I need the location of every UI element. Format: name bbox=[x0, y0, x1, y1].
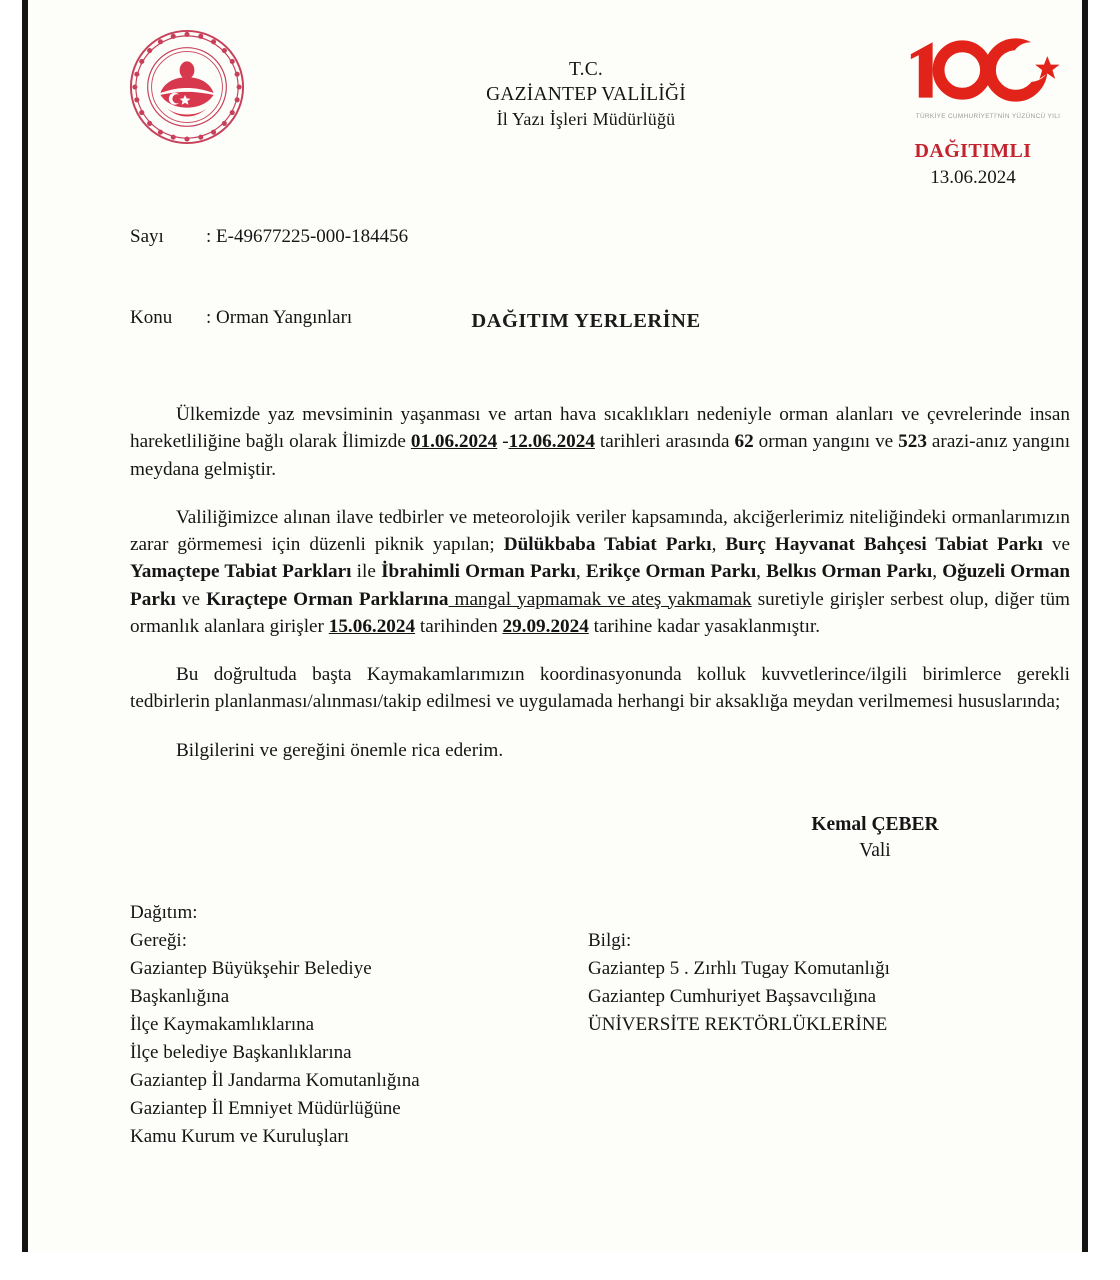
heading-line-department: İl Yazı İşleri Müdürlüğü bbox=[496, 108, 676, 129]
sayi-value: E-49677225-000-184456 bbox=[216, 225, 409, 247]
distribution-required-column bbox=[130, 927, 570, 1152]
document-date: 13.06.2024 bbox=[930, 167, 1016, 188]
signatory-name: Kemal ÇEBER bbox=[811, 813, 939, 835]
list-item: İlçe Kaymakamlıklarına bbox=[130, 1013, 315, 1035]
list-item: ÜNİVERSİTE REKTÖRLÜKLERİNE bbox=[588, 1013, 888, 1035]
paragraph-coordination: Bu doğrultuda başta Kaymakamlarımızın koordinasyonunda kolluk kuvvetlerince/ilgili birimlerce gerekli tedbirlerin planlanması/alınması/takip edilmesi ve uygulamada herhangi bir aksaklığa meydan verilmemesi hususlarında; bbox=[130, 664, 1070, 713]
list-item: Gaziantep Büyükşehir Belediye bbox=[130, 957, 372, 979]
p2-sep-3: ile bbox=[351, 561, 382, 583]
p2-sep-5: , bbox=[756, 561, 767, 583]
park-oguzeli: Oğuzeli Orman Parkı bbox=[130, 561, 1070, 610]
p2-sep-7: ve bbox=[175, 588, 207, 610]
scan-right-margin bbox=[1094, 0, 1120, 1252]
konu-label: Konu bbox=[130, 306, 173, 328]
distribution-info-list bbox=[588, 955, 1068, 1039]
list-item: Kamu Kurum ve Kuruluşları bbox=[130, 1126, 349, 1148]
p2-ban-end-date: 29.09.2024 bbox=[502, 615, 589, 637]
page-content bbox=[56, 0, 1116, 1252]
document-body bbox=[56, 401, 1116, 764]
list-item: İlçe belediye Başkanlıklarına bbox=[130, 1042, 352, 1064]
p1-text-1: Ülkemizde yaz mevsiminin yaşanması ve artan hava sıcaklıkları nedeniyle orman alanları ve çevrelerinde insan hareketliliğine bağlı olarak İlimizde bbox=[130, 404, 1070, 453]
p1-forest-fire-count: 62 bbox=[734, 431, 754, 453]
distribution-required-list bbox=[130, 955, 570, 1152]
heading-line-tc: T.C. bbox=[568, 59, 604, 80]
page-title: DAĞITIM YERLERİNE bbox=[471, 310, 701, 332]
konu-value: Orman Yangınları bbox=[216, 306, 353, 328]
p2-sep-6: , bbox=[932, 561, 943, 583]
distribution-info-column bbox=[588, 927, 1068, 1039]
park-burc-hayvanat: Burç Hayvanat Bahçesi Tabiat Parkı bbox=[725, 534, 1043, 556]
p2-text-3: tarihinden bbox=[415, 615, 503, 637]
p1-date-end: 12.06.2024 bbox=[508, 431, 595, 453]
paragraph-statistics bbox=[130, 401, 1070, 483]
p2-sep-1: , bbox=[711, 534, 726, 556]
distribution-heading: Dağıtım: bbox=[130, 901, 198, 923]
distribution-section bbox=[56, 899, 1116, 1148]
p2-sep-2: ve bbox=[1042, 534, 1070, 556]
p1-dash: - bbox=[497, 431, 509, 453]
p1-text-2: tarihleri arasında bbox=[594, 431, 735, 453]
konu-row: Konu : Orman Yangınları bbox=[130, 306, 353, 328]
park-erikce: Erikçe Orman Parkı bbox=[585, 561, 757, 583]
p1-text-3: orman yangını ve bbox=[753, 431, 899, 453]
centenary-logo-subtitle: TÜRKİYE CUMHURİYETİ'NİN YÜZÜNCÜ YILI bbox=[915, 113, 1061, 120]
p2-text-1: Valiliğimizce alınan ilave tedbirler ve meteorolojik veriler kapsamında, akciğerlerimiz niteliğindeki ormanlarımızın zarar görmemesi için düzenli piknik yapılan; bbox=[130, 506, 1070, 556]
ministry-heading bbox=[386, 58, 786, 131]
park-kiractepe: Kıraçtepe Orman Parklarına bbox=[206, 588, 449, 610]
p2-text-2: suretiyle girişler serbest olup, diğer tüm ormanlık alanlara girişler bbox=[130, 588, 1070, 637]
p2-restriction-clause: mangal yapmamak ve ateş yakmamak bbox=[448, 588, 752, 610]
distribution-and-date bbox=[868, 138, 1078, 191]
p1-text-4: arazi-anız yangını meydana gelmiştir. bbox=[130, 431, 1071, 480]
p1-land-fire-count: 523 bbox=[898, 431, 927, 453]
paragraph-closing: Bilgilerini ve gereğini önemle rica ederim. bbox=[176, 739, 504, 761]
document-page bbox=[22, 0, 1088, 1252]
distribution-required-label: Gereği: bbox=[130, 929, 187, 951]
paragraph-park-restrictions bbox=[130, 504, 1070, 640]
centenary-logo bbox=[898, 32, 1078, 137]
list-item: Gaziantep 5 . Zırhlı Tugay Komutanlığı bbox=[588, 957, 890, 979]
park-dulukbaba: Dülükbaba Tabiat Parkı bbox=[503, 534, 712, 556]
signature-block bbox=[56, 812, 1116, 865]
p2-sep-4: , bbox=[575, 561, 586, 583]
signatory-role: Vali bbox=[859, 840, 891, 862]
list-item: Gaziantep İl Emniyet Müdürlüğüne bbox=[130, 1098, 401, 1120]
list-item: Gaziantep Cumhuriyet Başsavcılığına bbox=[588, 985, 877, 1007]
list-item: Gaziantep İl Jandarma Komutanlığına bbox=[130, 1070, 420, 1092]
park-belkis: Belkıs Orman Parkı bbox=[766, 561, 933, 583]
distribution-info-label: Bilgi: bbox=[588, 929, 632, 951]
heading-line-governorship: GAZİANTEP VALİLİĞİ bbox=[486, 83, 686, 105]
sayi-row: Sayı : E-49677225-000-184456 bbox=[130, 225, 409, 247]
list-item: Başkanlığına bbox=[130, 985, 230, 1007]
distribution-note: DAĞITIMLI bbox=[914, 140, 1032, 162]
document-header bbox=[56, 0, 1116, 150]
park-yamactepe: Yamaçtepe Tabiat Parkları bbox=[130, 561, 352, 583]
reference-fields bbox=[130, 170, 408, 386]
sayi-label: Sayı bbox=[130, 225, 164, 247]
p2-text-4: tarihine kadar yasaklanmıştır. bbox=[588, 615, 821, 637]
republic-of-turkiye-emblem-icon bbox=[128, 28, 246, 146]
p1-date-start: 01.06.2024 bbox=[410, 431, 498, 453]
park-ibrahimli: İbrahimli Orman Parkı bbox=[381, 561, 576, 583]
p2-ban-start-date: 15.06.2024 bbox=[328, 615, 416, 637]
